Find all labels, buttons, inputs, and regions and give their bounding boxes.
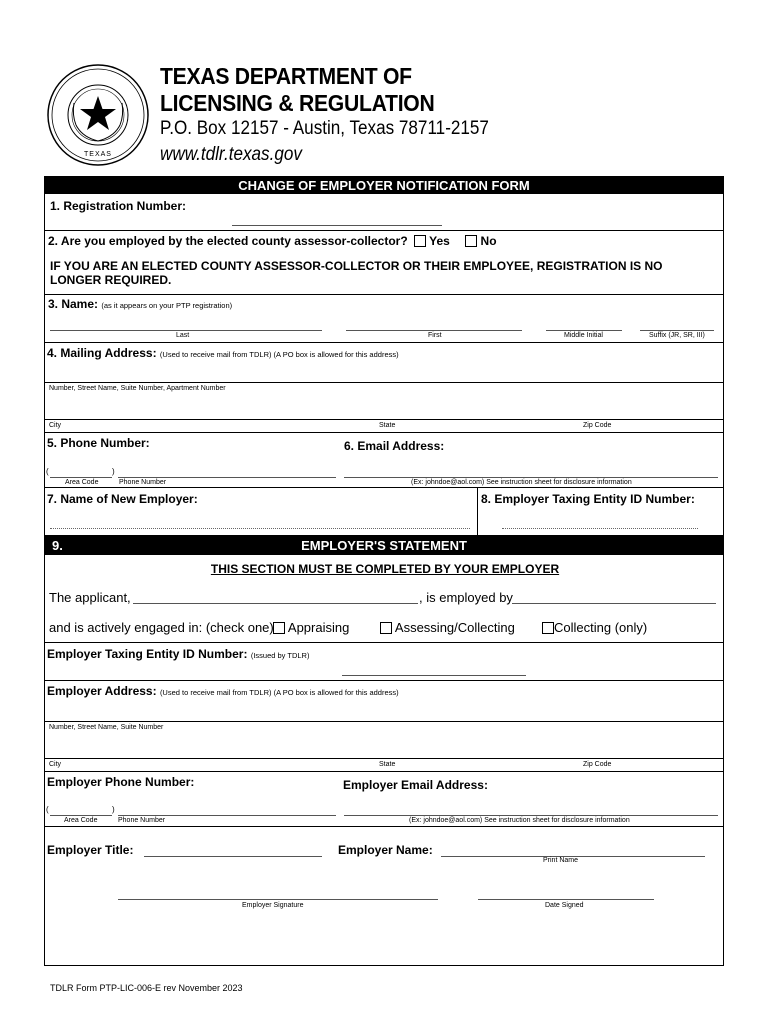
suffix-caption: Suffix (JR, SR, III) xyxy=(649,332,705,339)
date-signed-field[interactable] xyxy=(478,899,654,900)
section9-number: 9. xyxy=(52,538,63,553)
email-note: (Ex: johndoe@aol.com) See instruction sheet for disclosure information xyxy=(411,479,632,486)
applicant-mid-text: , is employed by xyxy=(419,590,513,605)
org-name-line1: TEXAS DEPARTMENT OF xyxy=(160,63,412,89)
new-employer-label: 7. Name of New Employer: xyxy=(47,492,198,506)
employer-taxing-id-label-text: Employer Taxing Entity ID Number: xyxy=(47,647,248,661)
mailing-city-caption: City xyxy=(49,422,62,429)
mailing-city-field[interactable] xyxy=(44,419,724,420)
employer-phone-number-field[interactable] xyxy=(118,815,336,816)
engaged-in-text: and is actively engaged in: (check one) xyxy=(49,620,274,635)
divider xyxy=(44,230,724,231)
option-appraising xyxy=(273,620,349,635)
last-name-field[interactable] xyxy=(50,330,322,331)
registration-notice: IF YOU ARE AN ELECTED COUNTY ASSESSOR-COLLECTOR OR THEIR EMPLOYEE, REGISTRATION IS NO LONGER REQUIRED. xyxy=(50,259,663,287)
divider xyxy=(44,487,724,488)
new-employer-field[interactable] xyxy=(50,528,470,529)
middle-initial-caption: Middle Initial xyxy=(564,332,603,339)
employer-phone-paren-close: ) xyxy=(112,805,115,814)
assessor-question-text: 2. Are you employed by the elected county assessor-collector? xyxy=(48,234,408,248)
assessing-label: Assessing/Collecting xyxy=(394,620,515,635)
employer-street-caption: Number, Street Name, Suite Number xyxy=(49,724,164,731)
divider xyxy=(44,680,724,681)
org-address: P.O. Box 12157 - Austin, Texas 78711-2157 xyxy=(160,118,489,139)
section9-title: EMPLOYER'S STATEMENT xyxy=(301,538,467,553)
no-label: No xyxy=(480,234,497,248)
taxing-entity-id-label: 8. Employer Taxing Entity ID Number: xyxy=(481,492,695,506)
divider xyxy=(44,771,724,772)
employer-address-note: (Used to receive mail from TDLR) (A PO box is allowed for this address) xyxy=(159,688,399,697)
employer-taxing-id-note: (Issued by TDLR) xyxy=(250,651,310,660)
applicant-prefix: The applicant, xyxy=(49,590,131,605)
form-border-bottom xyxy=(44,965,724,966)
employer-signature-field[interactable] xyxy=(118,899,438,900)
org-website[interactable]: www.tdlr.texas.gov xyxy=(160,144,302,165)
applicant-name-field[interactable] xyxy=(133,603,418,604)
assessing-checkbox[interactable] xyxy=(380,622,392,634)
phone-number-label: 5. Phone Number: xyxy=(47,436,150,450)
employer-signature-caption: Employer Signature xyxy=(242,902,304,909)
collecting-label: Collecting (only) xyxy=(554,620,648,635)
employer-city-caption: City xyxy=(49,761,62,768)
area-code-caption: Area Code xyxy=(65,479,99,486)
assessor-question xyxy=(48,234,497,248)
mailing-address-label xyxy=(47,346,399,360)
org-name-line2: LICENSING & REGULATION xyxy=(160,90,435,116)
employer-phone-number-caption: Phone Number xyxy=(118,817,166,824)
employer-street-field[interactable] xyxy=(44,721,724,722)
employer-phone-paren-open: ( xyxy=(46,805,49,814)
registration-number-label: 1. Registration Number: xyxy=(50,199,187,213)
mailing-address-label-text: 4. Mailing Address: xyxy=(47,346,157,360)
mailing-state-caption: State xyxy=(379,422,396,429)
last-name-caption: Last xyxy=(176,332,190,339)
employer-area-code-caption: Area Code xyxy=(64,817,98,824)
first-name-caption: First xyxy=(428,332,442,339)
appraising-label: Appraising xyxy=(287,620,350,635)
print-name-caption: Print Name xyxy=(543,857,579,864)
employer-zip-caption: Zip Code xyxy=(583,761,612,768)
seal-bottom-text: TEXAS xyxy=(84,151,112,158)
employer-title-label: Employer Title: xyxy=(47,843,134,857)
employer-must-complete: THIS SECTION MUST BE COMPLETED BY YOUR EMPLOYER xyxy=(210,562,560,576)
divider xyxy=(44,294,724,295)
taxing-entity-id-field[interactable] xyxy=(502,528,698,529)
option-collecting xyxy=(542,620,647,635)
employer-city-field[interactable] xyxy=(44,758,724,759)
employer-phone-label: Employer Phone Number: xyxy=(47,775,195,789)
employer-taxing-id-label xyxy=(47,647,309,661)
name-label-text: 3. Name: xyxy=(48,297,99,311)
employer-address-label xyxy=(47,684,399,698)
suffix-field[interactable] xyxy=(640,330,714,331)
employer-name-label: Employer Name: xyxy=(338,843,433,857)
employer-address-label-text: Employer Address: xyxy=(47,684,157,698)
phone-paren-open: ( xyxy=(46,467,49,476)
phone-area-code-field[interactable] xyxy=(50,477,112,478)
email-address-label: 6. Email Address: xyxy=(344,439,445,453)
date-signed-caption: Date Signed xyxy=(545,902,584,909)
employer-state-caption: State xyxy=(379,761,396,768)
applicant-line xyxy=(49,590,131,605)
employer-email-note: (Ex: johndoe@aol.com) See instruction sheet for disclosure information xyxy=(409,817,630,824)
divider-vertical xyxy=(477,487,478,535)
phone-number-field[interactable] xyxy=(118,477,336,478)
employer-taxing-id-field[interactable] xyxy=(342,675,526,676)
phone-paren-close: ) xyxy=(112,467,115,476)
name-label xyxy=(48,297,232,311)
email-address-field[interactable] xyxy=(344,477,718,478)
first-name-field[interactable] xyxy=(346,330,522,331)
form-border-right xyxy=(723,194,724,965)
yes-label: Yes xyxy=(429,234,450,248)
section9-bar xyxy=(44,535,724,555)
employer-email-label: Employer Email Address: xyxy=(343,778,488,792)
registration-number-field[interactable] xyxy=(232,225,442,226)
form-title-bar xyxy=(44,176,724,194)
option-assessing xyxy=(380,620,515,635)
appraising-checkbox[interactable] xyxy=(273,622,285,634)
employer-email-field[interactable] xyxy=(344,815,718,816)
form-border-left xyxy=(44,194,45,965)
divider xyxy=(44,432,724,433)
tdlr-seal xyxy=(46,63,150,167)
divider xyxy=(44,342,724,343)
mailing-street-caption: Number, Street Name, Suite Number, Apartment Number xyxy=(49,385,226,392)
collecting-checkbox[interactable] xyxy=(542,622,554,634)
engaged-line xyxy=(49,620,274,635)
form-footer: TDLR Form PTP-LIC-006-E rev November 2023 xyxy=(50,983,243,993)
middle-initial-field[interactable] xyxy=(546,330,622,331)
phone-number-caption: Phone Number xyxy=(119,479,167,486)
employer-area-code-field[interactable] xyxy=(50,815,112,816)
divider xyxy=(44,826,724,827)
no-checkbox[interactable] xyxy=(465,235,477,247)
mailing-street-field[interactable] xyxy=(44,382,724,383)
mailing-address-note: (Used to receive mail from TDLR) (A PO box is allowed for this address) xyxy=(159,350,399,359)
employed-by-field[interactable] xyxy=(512,603,716,604)
divider xyxy=(44,642,724,643)
name-note: (as it appears on your PTP registration) xyxy=(101,301,233,310)
mailing-zip-caption: Zip Code xyxy=(583,422,612,429)
form-title: CHANGE OF EMPLOYER NOTIFICATION FORM xyxy=(238,178,530,193)
employer-title-field[interactable] xyxy=(144,856,322,857)
yes-checkbox[interactable] xyxy=(414,235,426,247)
